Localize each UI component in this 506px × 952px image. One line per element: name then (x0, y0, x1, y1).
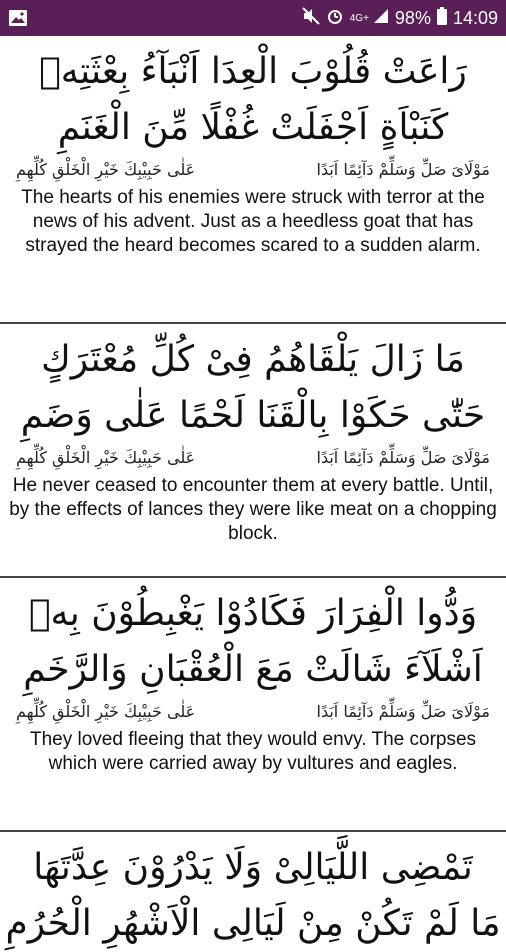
verse-translation: They loved fleeing that they would envy. The corpses which were carried away by vultures and eagles. (29, 729, 477, 774)
durood-line (0, 444, 506, 472)
verse-arabic-line: وَدُّوا الْفِرَارَ فَكَادُوْا يَغْبِطُوْنَ بِهٖ (28, 593, 478, 634)
verse-card[interactable] (0, 322, 506, 576)
alarm-icon (326, 7, 344, 30)
image-icon (8, 8, 28, 28)
verse-arabic-line: تَمْضِی اللَّيَالِیْ وَلَا يَدْرُوْنَ عِدَّتَهَا (33, 847, 473, 888)
verse-arabic-line: مَا زَالَ يَلْقَاهُمُ فِیْ كُلِّ مُعْتَرَكٍ (41, 339, 465, 380)
durood-right: مَوْلَایَ صَلِّ وَسَلِّمْ دَآئِمًا اَبَدًا (316, 160, 490, 179)
verse-card[interactable] (0, 44, 506, 322)
durood-line (0, 156, 506, 184)
verse-arabic-line: حَتّٰى حَكَوْا بِالْقَنَا لَحْمًا عَلٰى وَضَمِ (20, 395, 486, 436)
verse-card[interactable] (0, 576, 506, 830)
clock-time: 14:09 (452, 7, 498, 28)
status-bar (0, 0, 506, 36)
durood-left: عَلٰی حَبِیْبِكَ خَیْرِ الْخَلْقِ كُلِّهِمِ (16, 702, 196, 721)
verse-translation: The hearts of his enemies were struck with terror at the news of his advent. Just as a heedless goat that has strayed the heard becomes scared to a sudden alarm. (21, 187, 485, 256)
battery-percentage: 98% (394, 7, 431, 28)
verse-card[interactable] (0, 830, 506, 952)
mute-icon (302, 7, 320, 30)
network-label: 4G+ (349, 12, 369, 24)
verse-arabic-line: رَاعَتْ قُلُوْبَ الْعِدَا اَنْبَآءُ بِعْثَتِهٖ (39, 51, 467, 92)
verse-translation: He never ceased to encounter them at every battle. Until, by the effects of lances they were like meat on a chopping block. (9, 475, 497, 544)
durood-left: عَلٰی حَبِیْبِكَ خَیْرِ الْخَلْقِ كُلِّهِمِ (16, 448, 196, 467)
signal-icon (373, 8, 389, 29)
verse-list[interactable] (0, 36, 506, 944)
durood-line (0, 698, 506, 726)
durood-right: مَوْلَایَ صَلِّ وَسَلِّمْ دَآئِمًا اَبَدًا (316, 702, 490, 721)
durood-right: مَوْلَایَ صَلِّ وَسَلِّمْ دَآئِمًا اَبَدًا (316, 448, 490, 467)
battery-icon (437, 7, 447, 30)
durood-left: عَلٰی حَبِیْبِكَ خَیْرِ الْخَلْقِ كُلِّهِمِ (16, 160, 196, 179)
verse-arabic-line: مَا لَمْ تَكُنْ مِنْ لَيَالِی الْاَشْهُرِ الْحُرُمِ (5, 903, 501, 944)
verse-arabic-line: اَشْلَآءَ شَالَتْ مَعَ الْعُقْبَانِ وَالرَّخَمِ (23, 649, 483, 690)
verse-arabic-line: كَنَبْاَةٍ اَجْفَلَتْ غُفْلًا مِّنَ الْغَنَمِ (57, 107, 449, 148)
